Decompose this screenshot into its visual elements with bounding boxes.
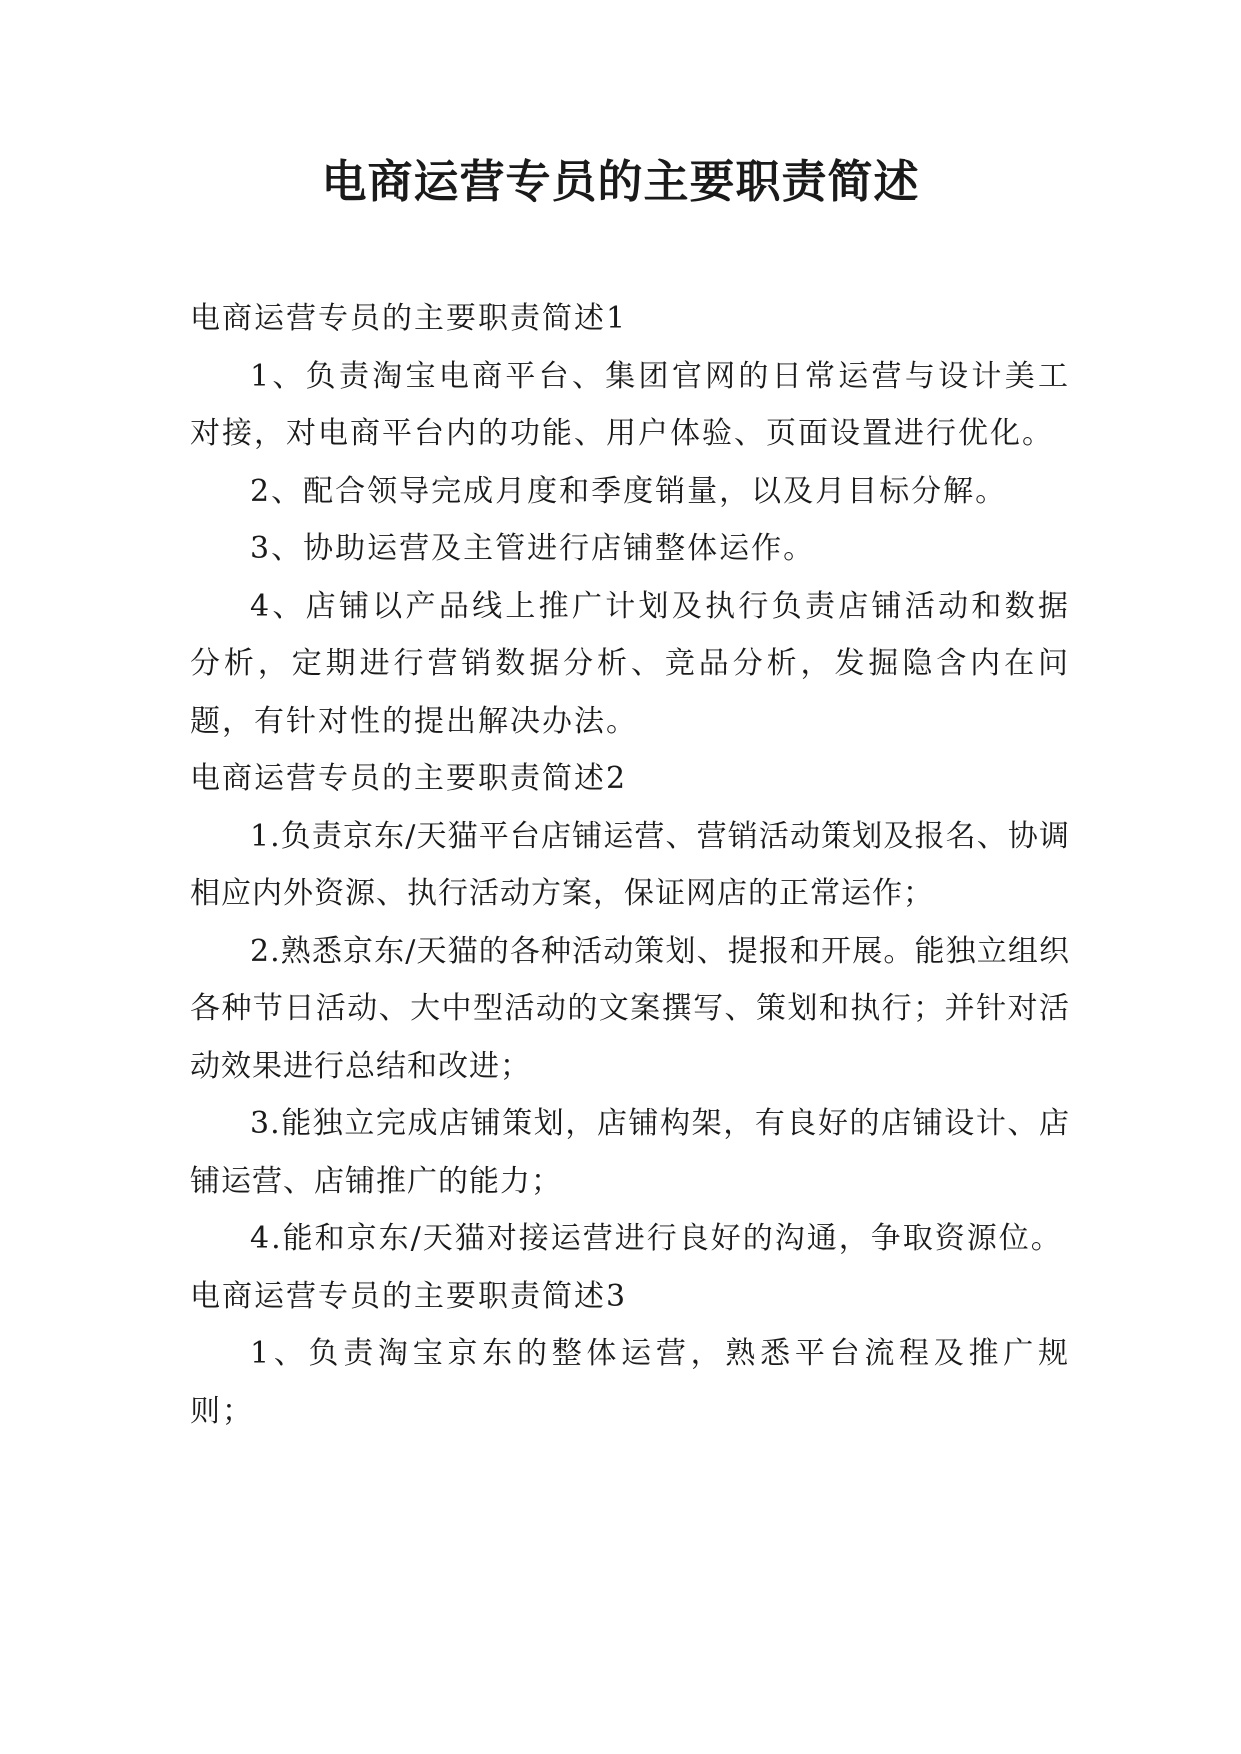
- paragraph: 2.熟悉京东/天猫的各种活动策划、提报和开展。能独立组织各种节日活动、大中型活动的文案撰写、策划和执行；并针对活动效果进行总结和改进；: [190, 933, 1070, 1084]
- paragraph: 4、店铺以产品线上推广计划及执行负责店铺活动和数据分析，定期进行营销数据分析、竞品分析，发掘隐含内在问题，有针对性的提出解决办法。: [190, 588, 1070, 739]
- paragraph: 1.负责京东/天猫平台店铺运营、营销活动策划及报名、协调相应内外资源、执行活动方案，保证网店的正常运作；: [190, 818, 1070, 911]
- document-body: [190, 290, 1070, 1440]
- paragraph: 1、负责淘宝京东的整体运营，熟悉平台流程及推广规则；: [190, 1336, 1070, 1429]
- section-heading-1: 电商运营专员的主要职责简述1: [190, 301, 628, 336]
- paragraph: 1、负责淘宝电商平台、集团官网的日常运营与设计美工对接，对电商平台内的功能、用户体验、页面设置进行优化。: [190, 358, 1070, 451]
- paragraph: 2、配合领导完成月度和季度销量，以及月目标分解。: [250, 473, 1008, 509]
- paragraph: 4.能和京东/天猫对接运营进行良好的沟通，争取资源位。: [250, 1221, 1063, 1256]
- section-heading-3: 电商运营专员的主要职责简述3: [190, 1278, 628, 1314]
- paragraph: 3.能独立完成店铺策划，店铺构架，有良好的店铺设计、店铺运营、店铺推广的能力；: [190, 1106, 1070, 1199]
- paragraph: 3、协助运营及主管进行店铺整体运作。: [250, 531, 816, 566]
- document-title: 电商运营专员的主要职责简述: [321, 155, 920, 208]
- section-heading-2: 电商运营专员的主要职责简述2: [190, 761, 628, 796]
